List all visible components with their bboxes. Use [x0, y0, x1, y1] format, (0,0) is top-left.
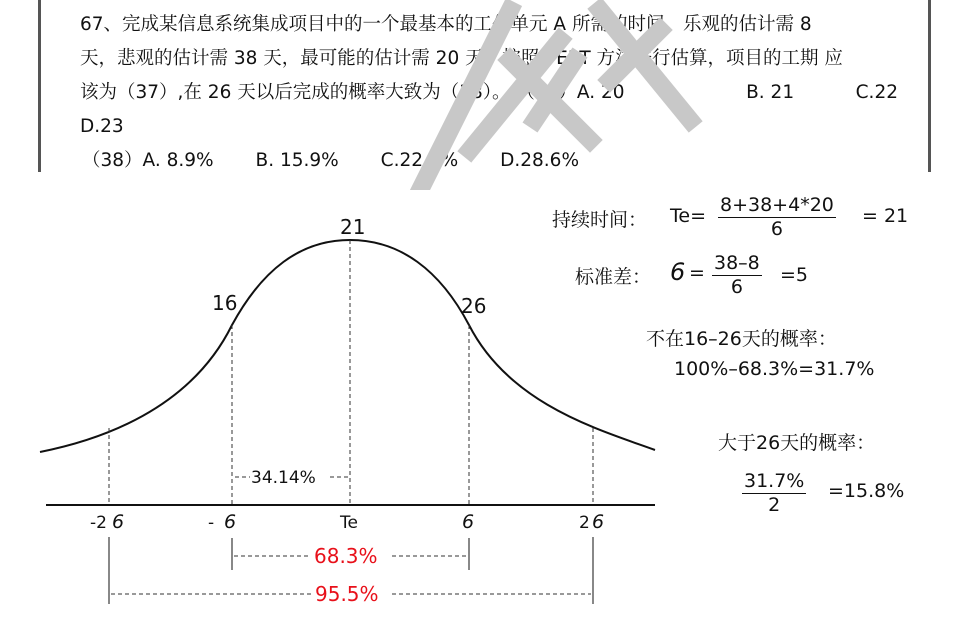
tick-minus-2: -2: [90, 513, 107, 533]
tick-minus-2-sigma: 6: [112, 511, 125, 533]
question-line-2: 天，悲观的估计需 38 天，最可能的估计需 20 天，按照 PERT 方法进行估算，项目的工期 应: [80, 48, 843, 69]
question-38-option-d: D.28.6%: [500, 150, 580, 171]
sd-result: =5: [780, 264, 809, 286]
sd-label: 标准差：: [575, 266, 652, 288]
bell-curve: [40, 240, 655, 452]
question-37-option-a: 该为（37）,在 26 天以后完成的概率大致为（38）。 （37）A. 20: [80, 82, 625, 103]
te-fraction: [718, 194, 836, 241]
prob-over-26-result: =15.8%: [828, 480, 905, 502]
band-34-label: 34.14%: [251, 468, 316, 488]
sigma-symbol: 6: [670, 258, 686, 286]
prob-outside-calc: 100%–68.3%=31.7%: [674, 358, 875, 380]
question-38-option-a: （38）A. 8.9%: [82, 150, 214, 171]
question-line-1: 67、完成某信息系统集成项目中的一个最基本的工作单元 A 所需的时间，乐观的估计需 8: [80, 14, 812, 35]
question-38-option-b: B. 15.9%: [255, 150, 339, 171]
left-point-label: 16: [212, 291, 238, 315]
prob-over-26-numerator: 31.7%: [744, 470, 805, 492]
te-result: = 21: [862, 205, 909, 227]
question-38-option-c: C.22.2%: [380, 150, 459, 171]
tick-plus-2-sigma: 6: [592, 511, 605, 533]
sd-denominator: 6: [730, 276, 743, 298]
sd-equals: =: [689, 262, 705, 284]
peak-label: 21: [340, 215, 366, 239]
te-numerator: 8+38+4*20: [720, 194, 834, 216]
te-symbol: Te=: [670, 205, 706, 227]
span-68-label: 68.3%: [314, 544, 378, 568]
tick-te: Te: [340, 513, 358, 533]
sd-numerator: 38–8: [714, 252, 760, 274]
duration-label: 持续时间：: [552, 209, 648, 231]
span-95-label: 95.5%: [315, 582, 379, 606]
question-37-option-c: C.22: [855, 82, 898, 103]
prob-over-26-denominator: 2: [768, 494, 781, 516]
tick-minus-sigma: 6: [224, 511, 237, 533]
prob-outside-label: 不在16–26天的概率：: [646, 328, 837, 350]
sd-fraction: [712, 252, 762, 299]
tick-plus-sigma: 6: [462, 511, 475, 533]
question-37-option-d: D.23: [80, 116, 124, 137]
te-denominator: 6: [770, 218, 783, 240]
question-37-option-b: B. 21: [746, 82, 795, 103]
prob-over-26-fraction: [742, 470, 806, 517]
prob-over-26-label: 大于26天的概率：: [718, 432, 876, 454]
right-point-label: 26: [461, 294, 487, 318]
tick-plus-2: 2: [579, 513, 590, 533]
tick-minus: -: [208, 513, 215, 533]
